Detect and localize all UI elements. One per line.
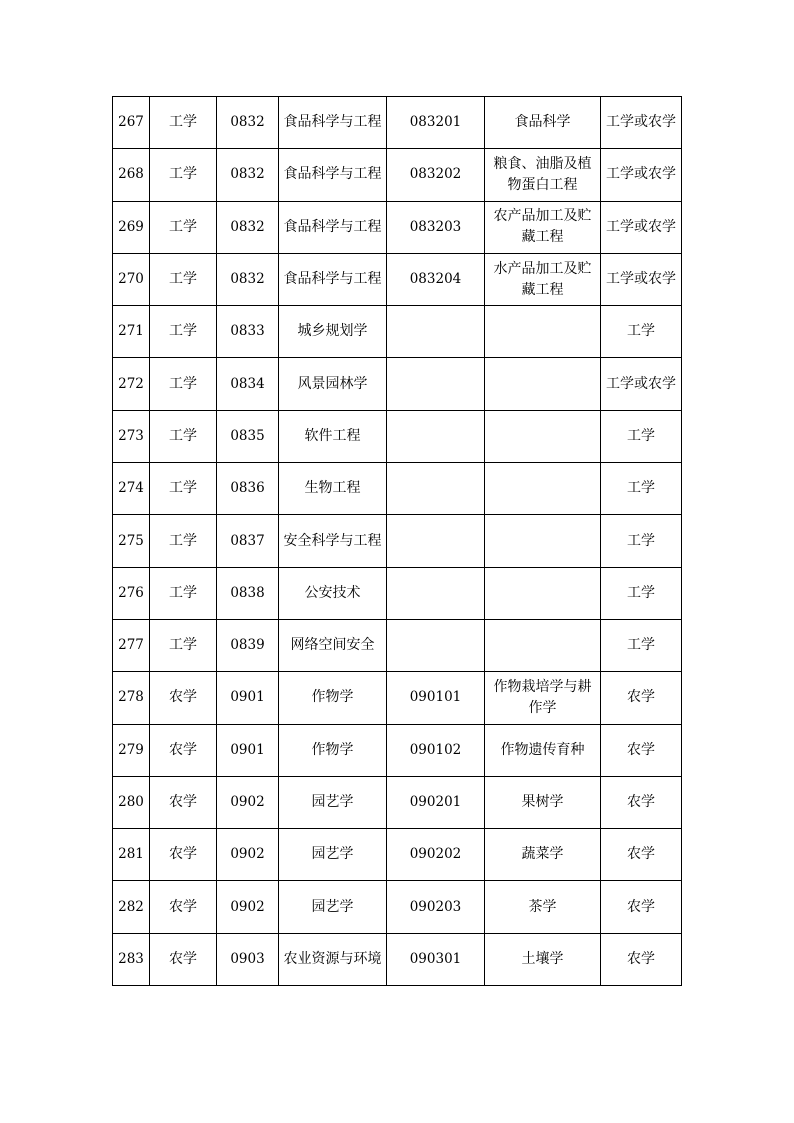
- row-number-cell: 272: [113, 358, 150, 410]
- table-row: [113, 724, 682, 776]
- degree-type-cell: 农学: [601, 933, 682, 985]
- discipline-category-cell: 工学: [150, 97, 217, 149]
- first-level-name-cell: 作物学: [279, 672, 387, 724]
- first-level-name-cell: 安全科学与工程: [279, 515, 387, 567]
- second-level-name-cell: 蔬菜学: [485, 829, 601, 881]
- second-level-code-cell: [387, 306, 485, 358]
- table-row: [113, 881, 682, 933]
- discipline-category-cell: 工学: [150, 463, 217, 515]
- second-level-code-cell: 083202: [387, 149, 485, 201]
- second-level-name-cell: [485, 358, 601, 410]
- second-level-code-cell: 083201: [387, 97, 485, 149]
- first-level-name-cell: 生物工程: [279, 463, 387, 515]
- row-number-cell: 280: [113, 776, 150, 828]
- second-level-code-cell: 090102: [387, 724, 485, 776]
- second-level-code-cell: 090203: [387, 881, 485, 933]
- row-number-cell: 269: [113, 201, 150, 253]
- row-number-cell: 276: [113, 567, 150, 619]
- row-number-cell: 273: [113, 410, 150, 462]
- second-level-code-cell: [387, 619, 485, 671]
- first-level-name-cell: 软件工程: [279, 410, 387, 462]
- row-number-cell: 274: [113, 463, 150, 515]
- table-row: [113, 567, 682, 619]
- table-row: [113, 358, 682, 410]
- second-level-code-cell: [387, 463, 485, 515]
- degree-type-cell: 工学或农学: [601, 97, 682, 149]
- first-level-code-cell: 0837: [217, 515, 279, 567]
- second-level-code-cell: 090201: [387, 776, 485, 828]
- first-level-code-cell: 0836: [217, 463, 279, 515]
- degree-type-cell: 工学或农学: [601, 149, 682, 201]
- second-level-code-cell: 090301: [387, 933, 485, 985]
- degree-type-cell: 工学或农学: [601, 358, 682, 410]
- table-row: [113, 515, 682, 567]
- second-level-name-cell: 作物栽培学与耕作学: [485, 672, 601, 724]
- second-level-code-cell: 083203: [387, 201, 485, 253]
- row-number-cell: 279: [113, 724, 150, 776]
- degree-type-cell: 农学: [601, 672, 682, 724]
- row-number-cell: 268: [113, 149, 150, 201]
- row-number-cell: 275: [113, 515, 150, 567]
- row-number-cell: 270: [113, 253, 150, 305]
- table-row: [113, 933, 682, 985]
- first-level-name-cell: 作物学: [279, 724, 387, 776]
- second-level-name-cell: [485, 463, 601, 515]
- second-level-name-cell: 水产品加工及贮藏工程: [485, 253, 601, 305]
- discipline-category-cell: 工学: [150, 619, 217, 671]
- row-number-cell: 281: [113, 829, 150, 881]
- table-row: [113, 672, 682, 724]
- first-level-code-cell: 0835: [217, 410, 279, 462]
- first-level-name-cell: 园艺学: [279, 829, 387, 881]
- second-level-code-cell: 090101: [387, 672, 485, 724]
- second-level-name-cell: 土壤学: [485, 933, 601, 985]
- discipline-category-cell: 工学: [150, 149, 217, 201]
- first-level-code-cell: 0902: [217, 776, 279, 828]
- table-row: [113, 776, 682, 828]
- degree-type-cell: 工学: [601, 567, 682, 619]
- discipline-category-cell: 农学: [150, 881, 217, 933]
- discipline-category-cell: 工学: [150, 201, 217, 253]
- discipline-category-cell: 工学: [150, 358, 217, 410]
- first-level-code-cell: 0902: [217, 881, 279, 933]
- table-row: [113, 253, 682, 305]
- discipline-category-cell: 农学: [150, 933, 217, 985]
- discipline-category-cell: 农学: [150, 829, 217, 881]
- first-level-code-cell: 0833: [217, 306, 279, 358]
- degree-type-cell: 农学: [601, 829, 682, 881]
- row-number-cell: 267: [113, 97, 150, 149]
- second-level-code-cell: [387, 358, 485, 410]
- row-number-cell: 278: [113, 672, 150, 724]
- table-row: [113, 149, 682, 201]
- row-number-cell: 271: [113, 306, 150, 358]
- degree-type-cell: 工学或农学: [601, 201, 682, 253]
- first-level-name-cell: 园艺学: [279, 881, 387, 933]
- discipline-category-cell: 工学: [150, 253, 217, 305]
- degree-type-cell: 工学: [601, 306, 682, 358]
- second-level-code-cell: [387, 410, 485, 462]
- discipline-category-cell: 工学: [150, 515, 217, 567]
- second-level-name-cell: 粮食、油脂及植物蛋白工程: [485, 149, 601, 201]
- first-level-name-cell: 网络空间安全: [279, 619, 387, 671]
- discipline-category-cell: 农学: [150, 672, 217, 724]
- degree-type-cell: 工学: [601, 619, 682, 671]
- degree-type-cell: 工学: [601, 410, 682, 462]
- first-level-code-cell: 0832: [217, 201, 279, 253]
- second-level-name-cell: [485, 410, 601, 462]
- first-level-name-cell: 城乡规划学: [279, 306, 387, 358]
- first-level-name-cell: 食品科学与工程: [279, 97, 387, 149]
- second-level-name-cell: 农产品加工及贮藏工程: [485, 201, 601, 253]
- second-level-name-cell: 茶学: [485, 881, 601, 933]
- row-number-cell: 283: [113, 933, 150, 985]
- first-level-name-cell: 食品科学与工程: [279, 149, 387, 201]
- table-row: [113, 97, 682, 149]
- degree-type-cell: 工学: [601, 463, 682, 515]
- table-row: [113, 306, 682, 358]
- second-level-code-cell: 083204: [387, 253, 485, 305]
- second-level-code-cell: 090202: [387, 829, 485, 881]
- first-level-code-cell: 0901: [217, 724, 279, 776]
- first-level-name-cell: 公安技术: [279, 567, 387, 619]
- degree-type-cell: 工学: [601, 515, 682, 567]
- second-level-name-cell: [485, 515, 601, 567]
- first-level-name-cell: 食品科学与工程: [279, 201, 387, 253]
- second-level-name-cell: 食品科学: [485, 97, 601, 149]
- degree-type-cell: 农学: [601, 881, 682, 933]
- discipline-category-cell: 工学: [150, 410, 217, 462]
- first-level-code-cell: 0903: [217, 933, 279, 985]
- first-level-code-cell: 0832: [217, 149, 279, 201]
- discipline-category-cell: 农学: [150, 776, 217, 828]
- first-level-name-cell: 食品科学与工程: [279, 253, 387, 305]
- degree-type-cell: 工学或农学: [601, 253, 682, 305]
- second-level-code-cell: [387, 567, 485, 619]
- second-level-name-cell: [485, 567, 601, 619]
- first-level-code-cell: 0838: [217, 567, 279, 619]
- second-level-name-cell: 作物遗传育种: [485, 724, 601, 776]
- second-level-name-cell: [485, 306, 601, 358]
- table-row: [113, 463, 682, 515]
- discipline-table: [112, 96, 682, 986]
- second-level-name-cell: 果树学: [485, 776, 601, 828]
- first-level-name-cell: 风景园林学: [279, 358, 387, 410]
- first-level-code-cell: 0839: [217, 619, 279, 671]
- first-level-code-cell: 0832: [217, 97, 279, 149]
- second-level-code-cell: [387, 515, 485, 567]
- second-level-name-cell: [485, 619, 601, 671]
- discipline-category-cell: 工学: [150, 306, 217, 358]
- first-level-code-cell: 0901: [217, 672, 279, 724]
- table-row: [113, 829, 682, 881]
- first-level-name-cell: 农业资源与环境: [279, 933, 387, 985]
- table-row: [113, 410, 682, 462]
- table-row: [113, 619, 682, 671]
- first-level-code-cell: 0832: [217, 253, 279, 305]
- table-row: [113, 201, 682, 253]
- table-body: [113, 97, 682, 986]
- first-level-code-cell: 0834: [217, 358, 279, 410]
- first-level-code-cell: 0902: [217, 829, 279, 881]
- degree-type-cell: 农学: [601, 776, 682, 828]
- first-level-name-cell: 园艺学: [279, 776, 387, 828]
- row-number-cell: 277: [113, 619, 150, 671]
- degree-type-cell: 农学: [601, 724, 682, 776]
- discipline-category-cell: 工学: [150, 567, 217, 619]
- discipline-category-cell: 农学: [150, 724, 217, 776]
- row-number-cell: 282: [113, 881, 150, 933]
